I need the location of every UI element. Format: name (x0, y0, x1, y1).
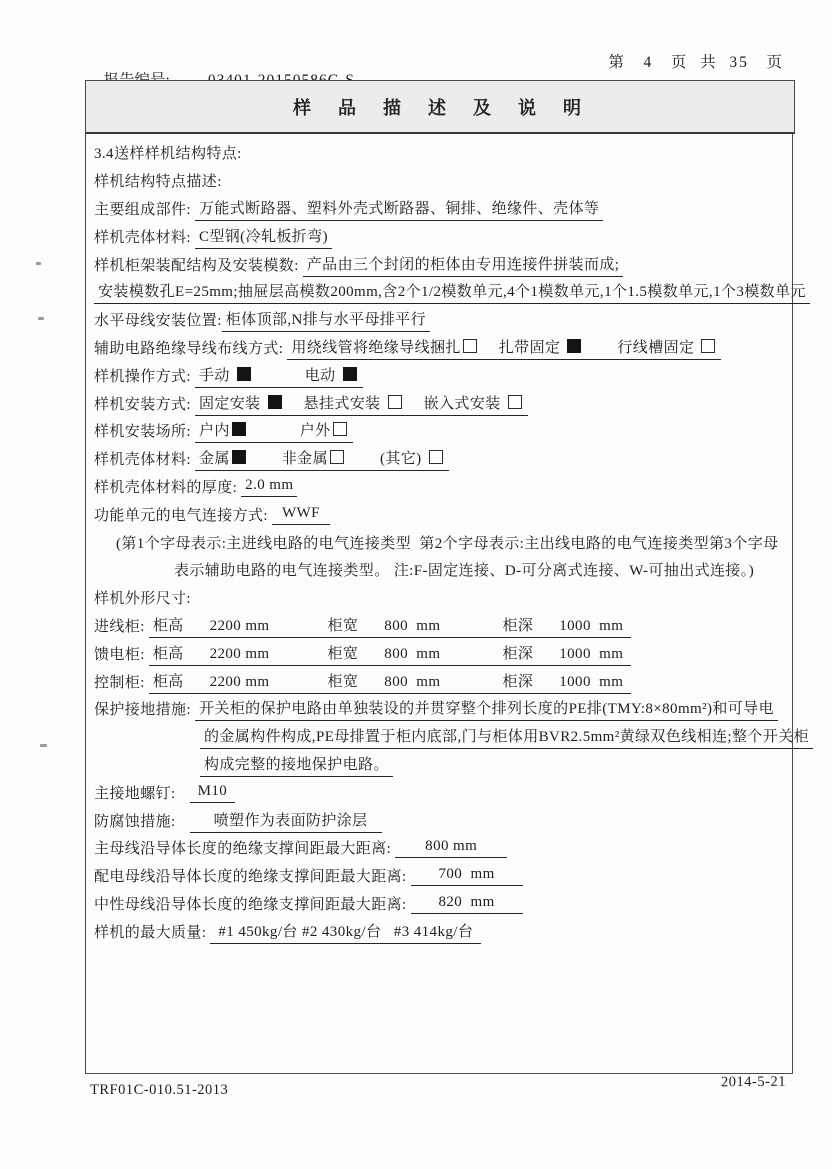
max-weight-value: #1 450kg/台 #2 430kg/台 #3 414kg/台 (210, 919, 481, 944)
checkbox-manual (237, 367, 251, 381)
checkbox-indoor (232, 422, 246, 436)
components-value: 万能式断路器、塑料外壳式断路器、铜排、绝缘件、壳体等 (195, 196, 603, 221)
form-content-box (85, 133, 809, 1074)
form-line-location: 样机安装场所: 户内 户外 (94, 417, 792, 445)
mounting-options (195, 391, 528, 416)
anticorrosion-value: 喷塑作为表面防护涂层 (190, 808, 382, 833)
wiring-option-2-label: 扎带固定 (498, 339, 561, 356)
material-metal-label: 金属 (198, 451, 230, 468)
form-line-description-label: 样机结构特点描述: (94, 174, 222, 191)
form-line-operation-mode: 样机操作方式: 手动 电动 (94, 361, 792, 389)
form-line-mounting: 样机安装方式: 固定安装 悬挂式安装 嵌入式安装 (94, 389, 792, 417)
mounting-fixed-label: 固定安装 (198, 395, 261, 412)
shell-material-value: C型钢(冷轧板折弯) (195, 224, 332, 249)
form-line-ground-screw: 主接地螺钉: M10 (94, 778, 792, 806)
wiring-option-1-label: 用绕线管将绝缘导线捆扎 (291, 339, 461, 356)
scan-speck (40, 744, 47, 747)
checkbox-wiring-duct (701, 339, 715, 353)
grounding-value-line-1: 开关柜的保护电路由单独装设的并贯穿整个排列长度的PE排(TMY:8×80mm²)和可导电 (195, 696, 778, 721)
form-line-grounding: 保护接地措施: 开关柜的保护电路由单独装设的并贯穿整个排列长度的PE排(TMY:8×80mm²)和可导电 (94, 695, 792, 723)
form-line-thickness: 样机壳体材料的厚度: 2.0 mm (94, 473, 792, 501)
scan-speck (36, 262, 41, 265)
form-line-max-weight: 样机的最大质量: #1 450kg/台 #2 430kg/台 #3 414kg/台 (94, 917, 792, 945)
location-outdoor-label: 户外 (299, 423, 331, 440)
grounding-continuation-1 (94, 723, 809, 751)
mounting-hanging-label: 悬挂式安装 (303, 395, 381, 412)
checkbox-wiring-tie (567, 339, 581, 353)
material-options (195, 446, 449, 471)
checkbox-nonmetal (330, 450, 344, 464)
thickness-value: 2.0 mm (241, 476, 297, 497)
form-line-anticorrosion: 防腐蚀措施: 喷塑作为表面防护涂层 (94, 806, 792, 834)
form-line-connection-type: 功能单元的电气连接方式: WWF (94, 500, 792, 528)
module-spec-value: 安装模数孔E=25mm;抽屉层高模数200mm,含2个1/2模数单元,4个1模数单元,1个1.5模数单元,1个3模数单元 (94, 279, 810, 304)
material-nonmetal-label: 非金属 (281, 451, 328, 468)
busbar-position-value: 柜体顶部,N排与水平母排平行 (222, 307, 430, 332)
operation-electric-label: 电动 (304, 367, 336, 384)
dist-bus-spacing-value: 700 mm (411, 865, 523, 886)
checkbox-electric (343, 367, 357, 381)
main-bus-spacing-value: 800 mm (395, 837, 507, 858)
form-line-dist-bus-spacing: 配电母线沿导体长度的绝缘支撑间距最大距离: 700 mm (94, 862, 792, 890)
form-line-components: 主要组成部件: 万能式断路器、塑料外壳式断路器、铜排、绝缘件、壳体等 (94, 195, 792, 223)
mounting-embedded-label: 嵌入式安装 (423, 395, 501, 412)
operation-options (195, 363, 363, 388)
material-other-label: (其它) (379, 451, 422, 468)
dimensions-heading: 样机外形尺寸: (94, 591, 191, 608)
footer-date: 2014-5-21 (720, 1073, 787, 1091)
frame-structure-value: 产品由三个封闭的柜体由专用连接件拼装而成; (303, 252, 624, 277)
form-line-wiring-method: 辅助电路绝缘导线布线方式: 用绕线管将绝缘导线捆扎 扎带固定 行线槽固定 (94, 334, 792, 362)
wiring-options (287, 335, 721, 360)
connection-note-line-2: 表示辅助电路的电气连接类型。 注:F-固定连接、D-可分离式连接、W-可抽出式连接。) (174, 563, 755, 580)
dimension-values: 柜高 2200 mm 柜宽 800 mm 柜深 1000 mm (149, 669, 632, 694)
checkbox-metal (232, 450, 246, 464)
checkbox-hanging-mount (388, 395, 402, 409)
section-heading: 3.4送样样机结构特点: (94, 146, 242, 163)
page-indicator: 第 4 页 共 35 页 (608, 54, 784, 71)
ground-screw-value: M10 (190, 782, 236, 803)
title-box (85, 80, 795, 134)
form-line-main-bus-spacing: 主母线沿导体长度的绝缘支撑间距最大距离: 800 mm (94, 834, 792, 862)
form-line-busbar-position: 水平母线安装位置: 柜体顶部,N排与水平母排平行 (94, 306, 792, 334)
grounding-value-line-3: 构成完整的接地保护电路。 (200, 752, 393, 777)
page-title: 样 品 描 述 及 说 明 (293, 97, 587, 118)
dimension-values: 柜高 2200 mm 柜宽 800 mm 柜深 1000 mm (149, 613, 632, 638)
checkbox-embedded-mount (508, 395, 522, 409)
grounding-continuation-2 (94, 751, 792, 779)
checkbox-other-material (429, 450, 443, 464)
neutral-bus-spacing-value: 820 mm (411, 893, 523, 914)
wiring-option-3-label: 行线槽固定 (617, 339, 695, 356)
scan-speck (38, 317, 44, 320)
form-line-module-spec (94, 278, 806, 306)
checkbox-fixed-mount (268, 395, 282, 409)
checkbox-wiring-tube (463, 339, 477, 353)
connection-type-value: WWF (272, 504, 330, 525)
dimension-row-feeder: 馈电柜: 柜高 2200 mm 柜宽 800 mm 柜深 1000 mm (94, 639, 792, 667)
grounding-value-line-2: 的金属构件构成,PE母排置于柜内底部,门与柜体用BVR2.5mm²黄绿双色线相连;整个开关柜 (200, 724, 813, 749)
dimension-row-incoming: 进线柜: 柜高 2200 mm 柜宽 800 mm 柜深 1000 mm (94, 612, 792, 640)
operation-manual-label: 手动 (198, 367, 230, 384)
connection-note-line-1: (第1个字母表示:主进线电路的电气连接类型 第2个字母表示:主出线电路的电气连接类型第3个字母 (116, 535, 779, 552)
form-line-neutral-bus-spacing: 中性母线沿导体长度的绝缘支撑间距最大距离: 820 mm (94, 890, 792, 918)
dimension-values: 柜高 2200 mm 柜宽 800 mm 柜深 1000 mm (149, 641, 632, 666)
checkbox-outdoor (333, 422, 347, 436)
location-options (195, 418, 353, 443)
dimension-row-control: 控制柜: 柜高 2200 mm 柜宽 800 mm 柜深 1000 mm (94, 667, 792, 695)
page-header (88, 50, 792, 76)
location-indoor-label: 户内 (198, 423, 230, 440)
form-line-shell-material: 样机壳体材料: C型钢(冷轧板折弯) (94, 222, 792, 250)
form-line-material-type: 样机壳体材料: 金属 非金属 (其它) (94, 445, 792, 473)
form-line-frame-structure: 样机柜架装配结构及安装模数: 产品由三个封闭的柜体由专用连接件拼装而成; (94, 250, 792, 278)
footer-doc-code: TRF01C-010.51-2013 (90, 1082, 229, 1098)
